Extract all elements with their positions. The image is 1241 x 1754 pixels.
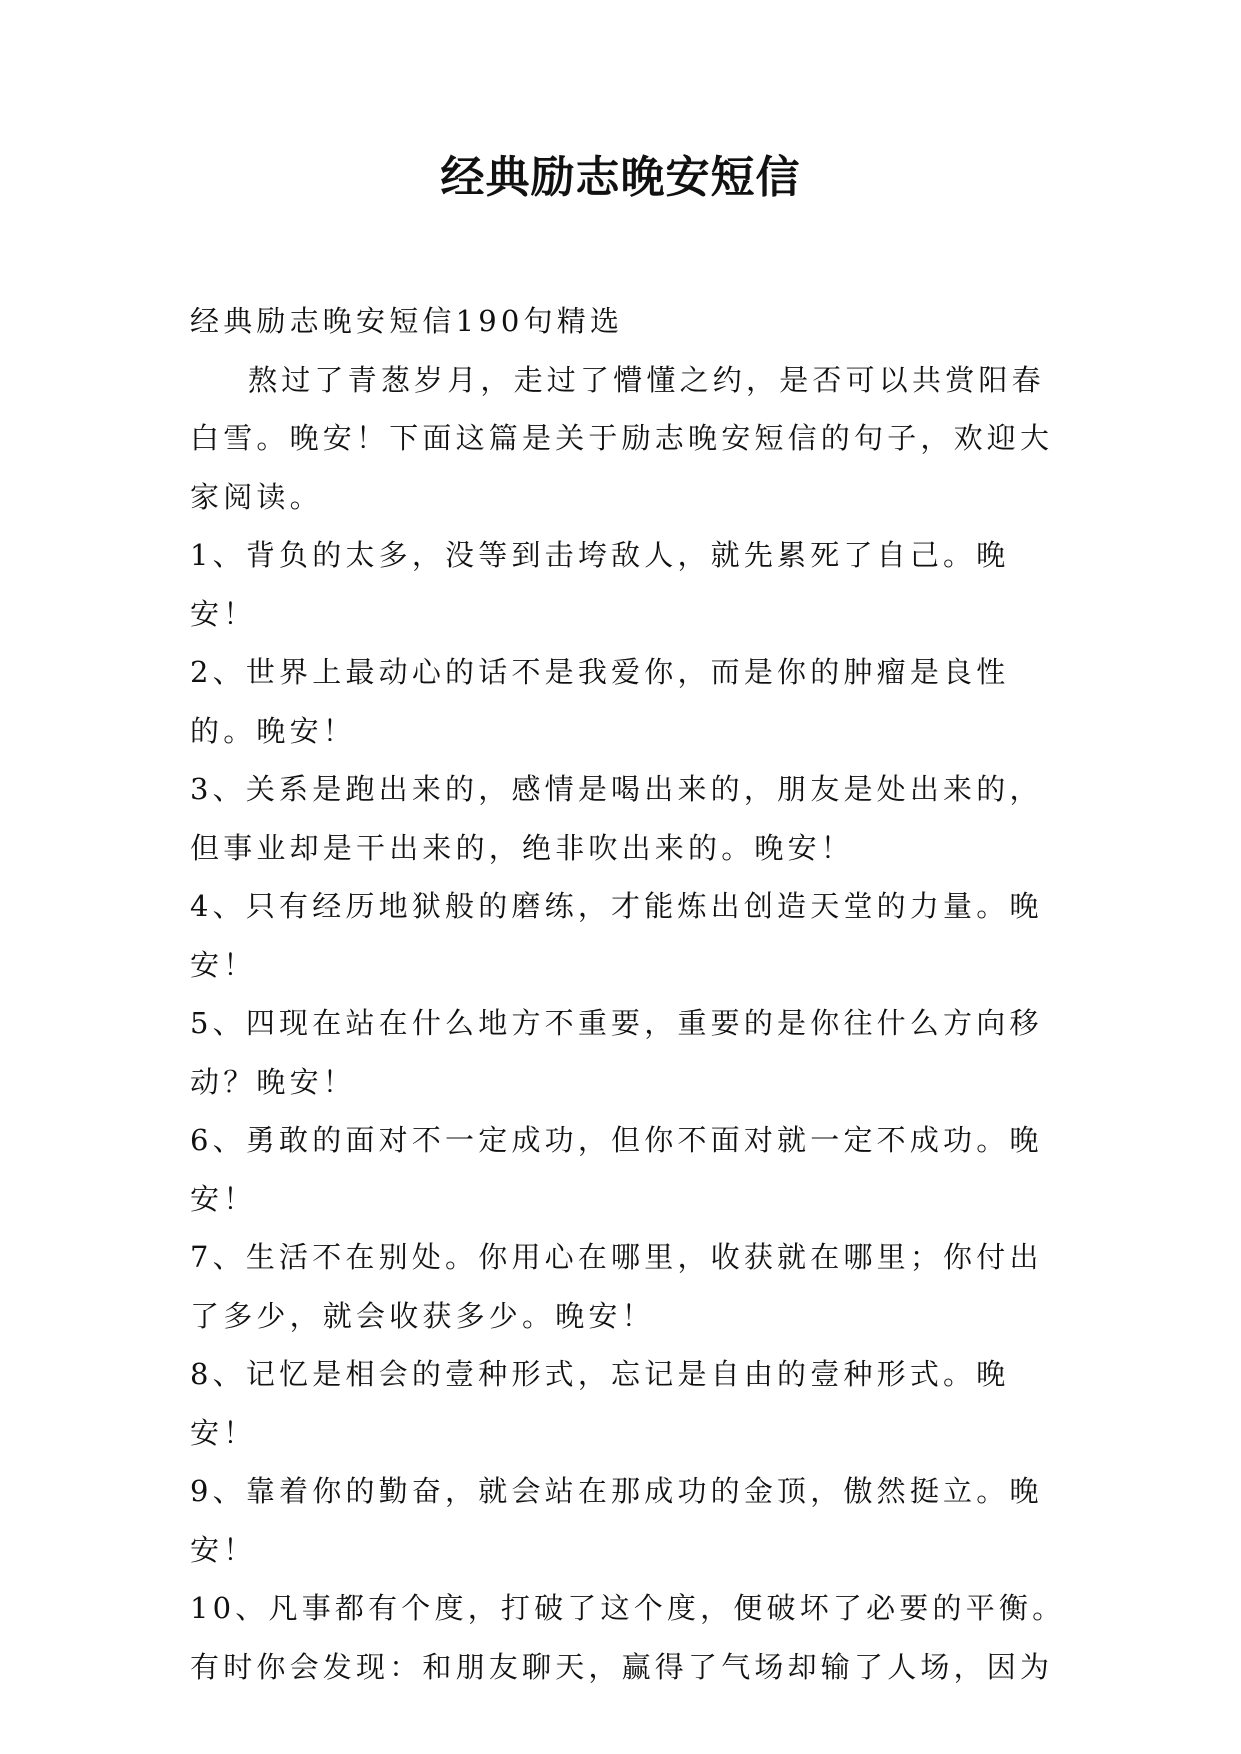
document-body — [190, 292, 1070, 1696]
list-item: 9、靠着你的勤奋，就会站在那成功的金顶，傲然挺立。晚安！ — [190, 1474, 1043, 1567]
document-title: 经典励志晚安短信 — [440, 152, 801, 203]
list-item: 7、生活不在别处。你用心在哪里，收获就在哪里；你付出了多少，就会收获多少。晚安！ — [190, 1240, 1043, 1333]
list-item: 10、凡事都有个度，打破了这个度，便破坏了必要的平衡。有时你会发现：和朋友聊天，赢得了气场却输了人场，因为 — [190, 1591, 1066, 1684]
list-item: 1、背负的太多，没等到击垮敌人，就先累死了自己。晚安！ — [190, 538, 1010, 631]
list-item: 6、勇敢的面对不一定成功，但你不面对就一定不成功。晚安！ — [190, 1123, 1043, 1216]
list-item: 2、世界上最动心的话不是我爱你，而是你的肿瘤是良性的。晚安！ — [190, 655, 1010, 748]
list-item: 5、四现在站在什么地方不重要，重要的是你往什么方向移动？晚安！ — [190, 1006, 1043, 1099]
document-subtitle: 经典励志晚安短信190句精选 — [190, 304, 624, 338]
list-item: 8、记忆是相会的壹种形式，忘记是自由的壹种形式。晚安！ — [190, 1357, 1010, 1450]
intro-paragraph: 熬过了青葱岁月，走过了懵懂之约，是否可以共赏阳春白雪。晚安！下面这篇是关于励志晚安短信的句子，欢迎大家阅读。 — [190, 362, 1054, 514]
list-item: 3、关系是跑出来的，感情是喝出来的，朋友是处出来的，但事业却是干出来的，绝非吹出来的。晚安！ — [190, 772, 1043, 865]
list-item: 4、只有经历地狱般的磨练，才能炼出创造天堂的力量。晚安！ — [190, 889, 1043, 982]
